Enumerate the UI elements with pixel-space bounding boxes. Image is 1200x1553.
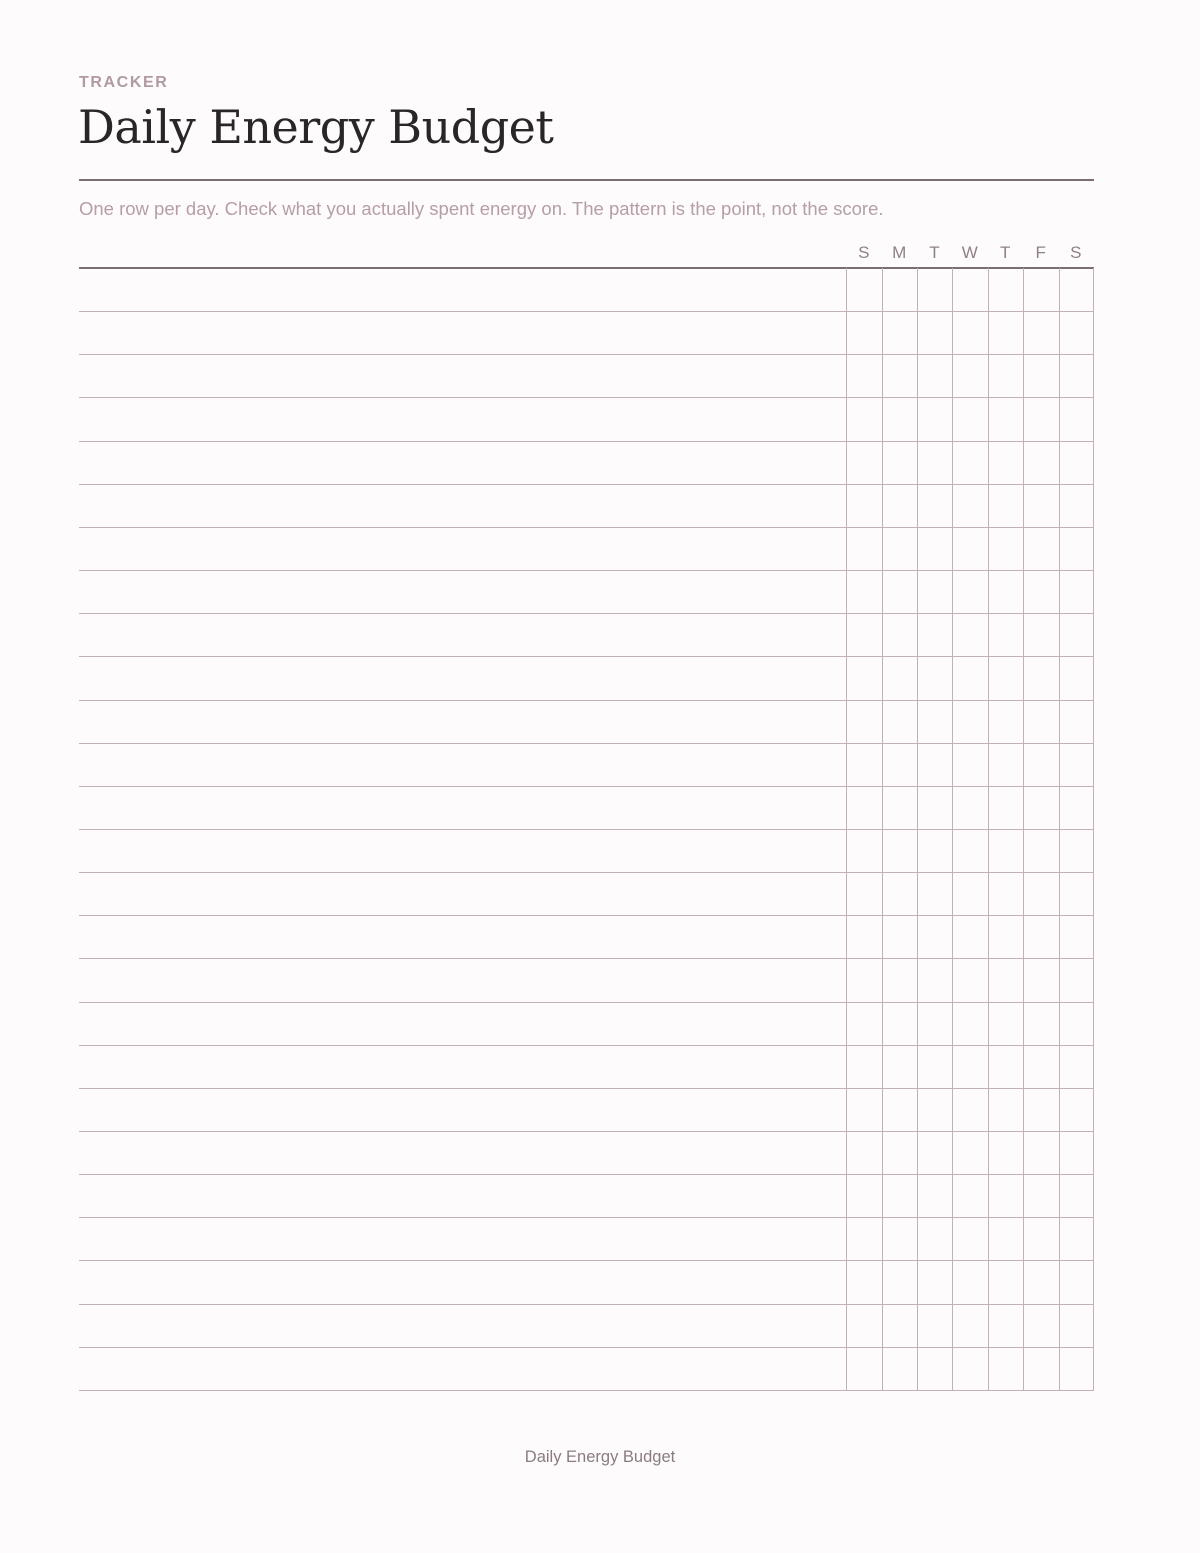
day-checkbox-cell[interactable] [883, 700, 917, 742]
day-checkbox-cell[interactable] [953, 1002, 987, 1044]
day-checkbox-cell[interactable] [918, 872, 952, 914]
day-checkbox-cell[interactable] [1024, 786, 1058, 828]
day-checkbox-cell[interactable] [953, 311, 987, 353]
tracker-row-entry[interactable] [79, 958, 846, 1000]
day-header-3: W [961, 243, 978, 262]
day-checkbox-cell[interactable] [1060, 915, 1094, 957]
day-header-5: F [1035, 243, 1046, 262]
day-checkbox-cell[interactable] [847, 1260, 881, 1302]
tracker-row-entry[interactable] [79, 1131, 846, 1173]
day-checkbox-cell[interactable] [883, 958, 917, 1000]
tracker-row-entry[interactable] [79, 743, 846, 785]
day-checkbox-cell[interactable] [883, 656, 917, 698]
day-checkbox-cell[interactable] [918, 743, 952, 785]
day-checkbox-cell[interactable] [953, 1347, 987, 1389]
day-checkbox-cell[interactable] [918, 1347, 952, 1389]
day-checkbox-cell[interactable] [1060, 1347, 1094, 1389]
day-checkbox-cell[interactable] [1024, 441, 1058, 483]
page-title: Daily Energy Budget [78, 100, 554, 154]
day-checkbox-cell[interactable] [1024, 743, 1058, 785]
day-checkbox-cell[interactable] [989, 311, 1023, 353]
day-checkbox-cell[interactable] [953, 268, 987, 310]
day-header-4: T [1000, 243, 1011, 262]
day-checkbox-cell[interactable] [883, 1088, 917, 1130]
day-checkbox-cell[interactable] [883, 354, 917, 396]
row-divider [79, 1390, 1094, 1391]
day-checkbox-cell[interactable] [989, 268, 1023, 310]
tracker-row-entry[interactable] [79, 397, 846, 439]
day-checkbox-cell[interactable] [883, 1260, 917, 1302]
tracker-row-entry[interactable] [79, 1304, 846, 1346]
day-checkbox-cell[interactable] [847, 1131, 881, 1173]
day-checkbox-cell[interactable] [989, 656, 1023, 698]
day-checkbox-cell[interactable] [1024, 872, 1058, 914]
day-checkbox-cell[interactable] [883, 441, 917, 483]
tracker-row-entry[interactable] [79, 700, 846, 742]
day-checkbox-cell[interactable] [1024, 570, 1058, 612]
tracker-row-entry[interactable] [79, 484, 846, 526]
day-checkbox-cell[interactable] [1060, 1174, 1094, 1216]
tracker-row-entry[interactable] [79, 656, 846, 698]
day-checkbox-cell[interactable] [953, 743, 987, 785]
day-checkbox-cell[interactable] [1060, 311, 1094, 353]
tracker-row-entry[interactable] [79, 1002, 846, 1044]
day-checkbox-cell[interactable] [1060, 1002, 1094, 1044]
day-checkbox-cell[interactable] [953, 1045, 987, 1087]
day-checkbox-cell[interactable] [953, 829, 987, 871]
day-checkbox-cell[interactable] [847, 829, 881, 871]
day-checkbox-cell[interactable] [953, 700, 987, 742]
day-checkbox-cell[interactable] [1060, 656, 1094, 698]
day-checkbox-cell[interactable] [883, 1174, 917, 1216]
day-checkbox-cell[interactable] [847, 1174, 881, 1216]
day-checkbox-cell[interactable] [1024, 829, 1058, 871]
day-checkbox-cell[interactable] [989, 1260, 1023, 1302]
day-checkbox-cell[interactable] [847, 484, 881, 526]
day-checkbox-cell[interactable] [883, 1347, 917, 1389]
day-checkbox-cell[interactable] [1060, 829, 1094, 871]
day-checkbox-cell[interactable] [1024, 354, 1058, 396]
day-checkbox-cell[interactable] [918, 268, 952, 310]
day-checkbox-cell[interactable] [847, 700, 881, 742]
day-checkbox-cell[interactable] [989, 1002, 1023, 1044]
day-checkbox-cell[interactable] [918, 354, 952, 396]
tracker-row-entry[interactable] [79, 786, 846, 828]
day-checkbox-cell[interactable] [918, 570, 952, 612]
day-checkbox-cell[interactable] [918, 1304, 952, 1346]
tracker-row-entry[interactable] [79, 354, 846, 396]
day-checkbox-cell[interactable] [989, 1174, 1023, 1216]
day-checkbox-cell[interactable] [847, 1217, 881, 1259]
day-checkbox-cell[interactable] [847, 1002, 881, 1044]
day-checkbox-cell[interactable] [1024, 1304, 1058, 1346]
day-checkbox-cell[interactable] [847, 441, 881, 483]
tracker-row-entry[interactable] [79, 613, 846, 655]
day-checkbox-cell[interactable] [953, 484, 987, 526]
day-checkbox-cell[interactable] [847, 786, 881, 828]
day-checkbox-cell[interactable] [989, 743, 1023, 785]
day-checkbox-cell[interactable] [847, 1347, 881, 1389]
page-subtitle: One row per day. Check what you actually spent energy on. The pattern is the point, not the score. [79, 198, 884, 219]
day-checkbox-cell[interactable] [953, 1304, 987, 1346]
day-checkbox-cell[interactable] [953, 1088, 987, 1130]
day-checkbox-cell[interactable] [953, 1174, 987, 1216]
day-checkbox-cell[interactable] [918, 915, 952, 957]
day-checkbox-cell[interactable] [847, 656, 881, 698]
day-checkbox-cell[interactable] [883, 872, 917, 914]
day-checkbox-cell[interactable] [918, 527, 952, 569]
day-checkbox-cell[interactable] [989, 958, 1023, 1000]
day-checkbox-cell[interactable] [1060, 570, 1094, 612]
day-checkbox-cell[interactable] [883, 527, 917, 569]
day-checkbox-cell[interactable] [918, 786, 952, 828]
day-checkbox-cell[interactable] [1024, 1260, 1058, 1302]
day-checkbox-cell[interactable] [1024, 656, 1058, 698]
day-checkbox-cell[interactable] [918, 700, 952, 742]
day-checkbox-cell[interactable] [847, 1304, 881, 1346]
day-checkbox-cell[interactable] [1060, 1260, 1094, 1302]
day-checkbox-cell[interactable] [847, 397, 881, 439]
day-checkbox-cell[interactable] [1024, 700, 1058, 742]
day-checkbox-cell[interactable] [989, 441, 1023, 483]
tracker-row-entry[interactable] [79, 1347, 846, 1389]
day-checkbox-cell[interactable] [1060, 872, 1094, 914]
tracker-row-entry[interactable] [79, 872, 846, 914]
day-checkbox-cell[interactable] [847, 613, 881, 655]
day-checkbox-cell[interactable] [918, 958, 952, 1000]
tracker-row-entry[interactable] [79, 311, 846, 353]
day-checkbox-cell[interactable] [989, 527, 1023, 569]
day-checkbox-cell[interactable] [847, 268, 881, 310]
day-checkbox-cell[interactable] [918, 1131, 952, 1173]
day-checkbox-cell[interactable] [918, 1174, 952, 1216]
tracker-row-entry[interactable] [79, 1260, 846, 1302]
day-checkbox-cell[interactable] [1060, 1217, 1094, 1259]
day-checkbox-cell[interactable] [1024, 527, 1058, 569]
day-checkbox-cell[interactable] [989, 484, 1023, 526]
day-checkbox-cell[interactable] [989, 1304, 1023, 1346]
tracker-row-entry[interactable] [79, 915, 846, 957]
day-checkbox-cell[interactable] [847, 354, 881, 396]
tracker-row-entry[interactable] [79, 1217, 846, 1259]
day-checkbox-cell[interactable] [1060, 786, 1094, 828]
day-checkbox-cell[interactable] [883, 1002, 917, 1044]
day-checkbox-cell[interactable] [989, 1045, 1023, 1087]
day-checkbox-cell[interactable] [1024, 311, 1058, 353]
day-checkbox-cell[interactable] [1024, 1174, 1058, 1216]
day-checkbox-cell[interactable] [1060, 397, 1094, 439]
day-checkbox-cell[interactable] [918, 829, 952, 871]
day-checkbox-cell[interactable] [953, 872, 987, 914]
tracker-row-entry[interactable] [79, 1045, 846, 1087]
day-checkbox-cell[interactable] [918, 1088, 952, 1130]
day-checkbox-cell[interactable] [883, 1045, 917, 1087]
tracker-row-entry[interactable] [79, 441, 846, 483]
day-checkbox-cell[interactable] [1024, 268, 1058, 310]
day-checkbox-cell[interactable] [918, 613, 952, 655]
day-checkbox-cell[interactable] [989, 786, 1023, 828]
day-checkbox-cell[interactable] [883, 613, 917, 655]
day-checkbox-cell[interactable] [989, 1347, 1023, 1389]
day-header-0: S [858, 243, 870, 262]
day-checkbox-cell[interactable] [883, 1304, 917, 1346]
day-checkbox-cell[interactable] [1024, 397, 1058, 439]
day-checkbox-cell[interactable] [847, 1088, 881, 1130]
page-footer: Daily Energy Budget [524, 1448, 676, 1466]
day-checkbox-cell[interactable] [989, 1131, 1023, 1173]
day-checkbox-cell[interactable] [989, 613, 1023, 655]
day-header-6: S [1070, 243, 1082, 262]
day-checkbox-cell[interactable] [1024, 1045, 1058, 1087]
day-checkbox-cell[interactable] [918, 1002, 952, 1044]
day-checkbox-cell[interactable] [953, 354, 987, 396]
day-checkbox-cell[interactable] [1024, 1131, 1058, 1173]
day-checkbox-cell[interactable] [847, 1045, 881, 1087]
day-header-1: M [892, 243, 907, 262]
day-checkbox-cell[interactable] [1060, 1304, 1094, 1346]
day-checkbox-cell[interactable] [1060, 441, 1094, 483]
day-checkbox-cell[interactable] [1060, 613, 1094, 655]
day-checkbox-cell[interactable] [1024, 1217, 1058, 1259]
day-checkbox-cell[interactable] [953, 613, 987, 655]
day-checkbox-cell[interactable] [953, 1131, 987, 1173]
day-checkbox-cell[interactable] [918, 441, 952, 483]
day-checkbox-cell[interactable] [989, 1088, 1023, 1130]
day-checkbox-cell[interactable] [1060, 743, 1094, 785]
day-checkbox-cell[interactable] [989, 829, 1023, 871]
day-checkbox-cell[interactable] [847, 958, 881, 1000]
tracker-row-entry[interactable] [79, 570, 846, 612]
day-checkbox-cell[interactable] [918, 1045, 952, 1087]
tracker-row-entry[interactable] [79, 829, 846, 871]
title-divider [79, 179, 1094, 181]
day-checkbox-cell[interactable] [883, 743, 917, 785]
day-checkbox-cell[interactable] [1024, 1088, 1058, 1130]
day-checkbox-cell[interactable] [918, 397, 952, 439]
day-checkbox-cell[interactable] [883, 268, 917, 310]
day-checkbox-cell[interactable] [1060, 354, 1094, 396]
tracker-row-entry[interactable] [79, 268, 846, 310]
day-checkbox-cell[interactable] [953, 915, 987, 957]
day-checkbox-cell[interactable] [883, 484, 917, 526]
day-checkbox-cell[interactable] [953, 570, 987, 612]
day-checkbox-cell[interactable] [1060, 1045, 1094, 1087]
day-checkbox-cell[interactable] [918, 1260, 952, 1302]
day-checkbox-cell[interactable] [883, 1217, 917, 1259]
day-checkbox-cell[interactable] [918, 484, 952, 526]
day-checkbox-cell[interactable] [1024, 1347, 1058, 1389]
day-checkbox-cell[interactable] [883, 915, 917, 957]
day-checkbox-cell[interactable] [1024, 958, 1058, 1000]
day-checkbox-cell[interactable] [1060, 1131, 1094, 1173]
day-checkbox-cell[interactable] [989, 570, 1023, 612]
day-checkbox-cell[interactable] [883, 570, 917, 612]
day-checkbox-cell[interactable] [953, 1217, 987, 1259]
day-checkbox-cell[interactable] [989, 354, 1023, 396]
tracker-row-entry[interactable] [79, 527, 846, 569]
day-checkbox-cell[interactable] [1060, 700, 1094, 742]
day-checkbox-cell[interactable] [918, 311, 952, 353]
day-checkbox-cell[interactable] [1024, 613, 1058, 655]
day-checkbox-cell[interactable] [953, 786, 987, 828]
day-checkbox-cell[interactable] [918, 656, 952, 698]
day-checkbox-cell[interactable] [883, 829, 917, 871]
day-checkbox-cell[interactable] [989, 700, 1023, 742]
day-checkbox-cell[interactable] [1060, 268, 1094, 310]
day-checkbox-cell[interactable] [847, 743, 881, 785]
day-checkbox-cell[interactable] [953, 1260, 987, 1302]
day-checkbox-cell[interactable] [989, 872, 1023, 914]
day-checkbox-cell[interactable] [883, 1131, 917, 1173]
day-checkbox-cell[interactable] [953, 656, 987, 698]
day-checkbox-cell[interactable] [1024, 484, 1058, 526]
day-checkbox-cell[interactable] [1060, 527, 1094, 569]
day-checkbox-cell[interactable] [953, 958, 987, 1000]
day-checkbox-cell[interactable] [989, 397, 1023, 439]
day-checkbox-cell[interactable] [1060, 484, 1094, 526]
day-checkbox-cell[interactable] [1060, 1088, 1094, 1130]
day-checkbox-cell[interactable] [1024, 1002, 1058, 1044]
day-checkbox-cell[interactable] [847, 570, 881, 612]
day-checkbox-cell[interactable] [1024, 915, 1058, 957]
day-checkbox-cell[interactable] [918, 1217, 952, 1259]
day-checkbox-cell[interactable] [883, 311, 917, 353]
day-header-2: T [929, 243, 940, 262]
day-checkbox-cell[interactable] [847, 311, 881, 353]
day-checkbox-cell[interactable] [1060, 958, 1094, 1000]
day-checkbox-cell[interactable] [847, 915, 881, 957]
day-checkbox-cell[interactable] [953, 527, 987, 569]
tracker-row-entry[interactable] [79, 1174, 846, 1216]
day-checkbox-cell[interactable] [847, 527, 881, 569]
day-checkbox-cell[interactable] [953, 397, 987, 439]
day-checkbox-cell[interactable] [989, 1217, 1023, 1259]
tracker-row-entry[interactable] [79, 1088, 846, 1130]
day-checkbox-cell[interactable] [883, 786, 917, 828]
eyebrow-label: TRACKER [79, 74, 169, 91]
day-checkbox-cell[interactable] [847, 872, 881, 914]
day-checkbox-cell[interactable] [883, 397, 917, 439]
day-checkbox-cell[interactable] [989, 915, 1023, 957]
day-checkbox-cell[interactable] [953, 441, 987, 483]
